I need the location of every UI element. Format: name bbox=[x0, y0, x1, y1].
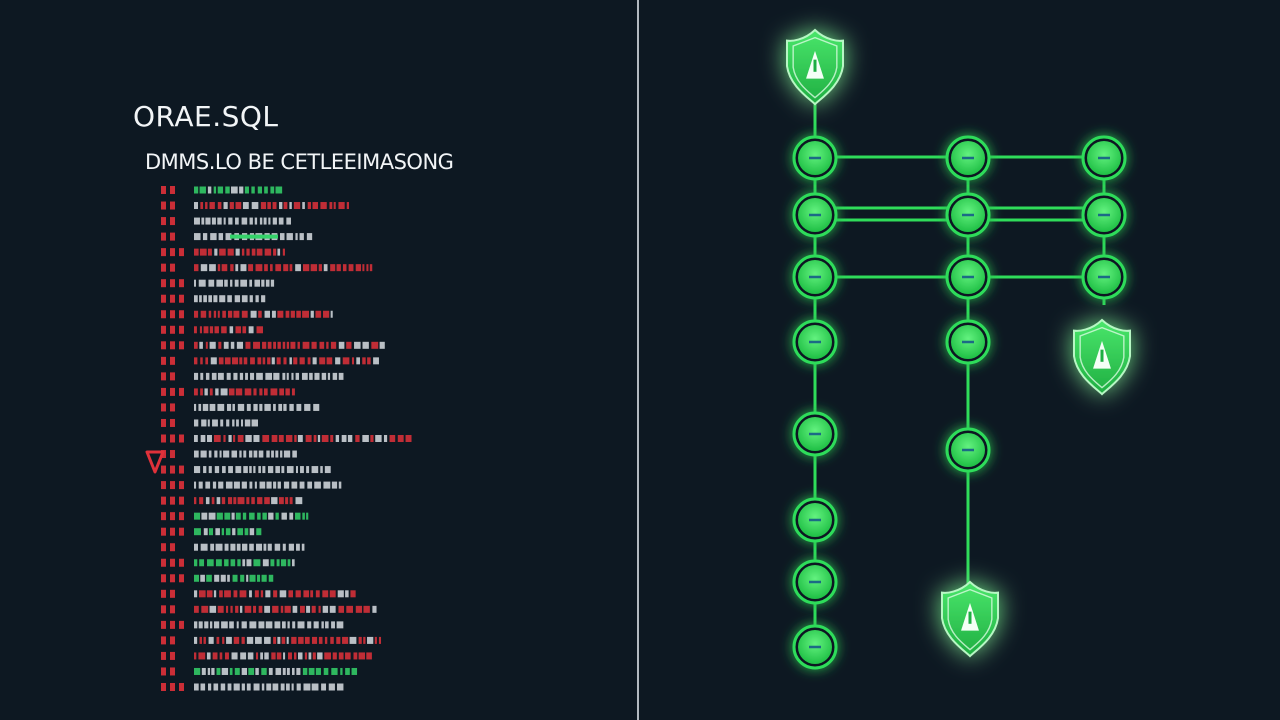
log-line bbox=[161, 481, 341, 489]
warning-shield-icon bbox=[942, 582, 998, 656]
minus-circle-icon bbox=[947, 321, 989, 363]
log-line bbox=[161, 652, 372, 660]
log-line bbox=[161, 310, 333, 318]
log-line bbox=[161, 574, 273, 582]
log-line bbox=[161, 248, 285, 256]
log-line bbox=[161, 450, 297, 458]
log-line bbox=[161, 202, 349, 210]
log-line bbox=[161, 466, 331, 474]
log-line bbox=[161, 388, 295, 396]
minus-circle-icon bbox=[947, 194, 989, 236]
log-line bbox=[161, 636, 381, 644]
minus-circle-icon bbox=[794, 626, 836, 668]
minus-circle-icon bbox=[794, 413, 836, 455]
minus-circle-icon bbox=[794, 137, 836, 179]
minus-circle-icon bbox=[1083, 137, 1125, 179]
network-links bbox=[815, 100, 1104, 648]
log-line bbox=[161, 403, 319, 411]
minus-circle-icon bbox=[947, 429, 989, 471]
network-diagram bbox=[639, 0, 1280, 720]
minus-circle-icon bbox=[947, 256, 989, 298]
minus-circle-icon bbox=[794, 256, 836, 298]
log-line bbox=[161, 341, 385, 349]
log-line bbox=[161, 419, 258, 427]
minus-circle-icon bbox=[794, 194, 836, 236]
log-line bbox=[161, 559, 295, 567]
log-panel bbox=[0, 0, 637, 720]
warning-shield-icon bbox=[1074, 320, 1130, 394]
log-line bbox=[161, 279, 274, 287]
minus-circle-icon bbox=[1083, 256, 1125, 298]
log-line bbox=[161, 605, 377, 613]
minus-circle-icon bbox=[794, 499, 836, 541]
log-line bbox=[161, 233, 312, 241]
network-panel bbox=[639, 0, 1280, 720]
log-line bbox=[161, 683, 343, 691]
log-line bbox=[161, 357, 379, 365]
page-title: ORAE.SQL bbox=[133, 100, 279, 133]
log-line bbox=[161, 372, 343, 380]
log-line bbox=[161, 186, 282, 194]
minus-circle-icon bbox=[1083, 194, 1125, 236]
log-line bbox=[161, 435, 412, 443]
log-line bbox=[161, 264, 372, 272]
log-line bbox=[161, 528, 261, 536]
log-line bbox=[161, 326, 263, 334]
log-line bbox=[161, 667, 357, 675]
page-subtitle: DMMS.LO BE CETLEEIMASONG bbox=[145, 150, 454, 174]
log-line bbox=[161, 217, 291, 225]
warning-triangle-icon bbox=[147, 452, 163, 472]
log-lines bbox=[0, 0, 637, 720]
minus-circle-icon bbox=[794, 561, 836, 603]
minus-circle-icon bbox=[947, 137, 989, 179]
log-line bbox=[161, 512, 308, 520]
log-line bbox=[161, 497, 302, 505]
log-line bbox=[161, 621, 343, 629]
minus-circle-icon bbox=[794, 321, 836, 363]
log-line bbox=[161, 590, 356, 598]
log-line bbox=[161, 543, 304, 551]
warning-shield-icon bbox=[787, 30, 843, 104]
log-line bbox=[161, 295, 265, 303]
